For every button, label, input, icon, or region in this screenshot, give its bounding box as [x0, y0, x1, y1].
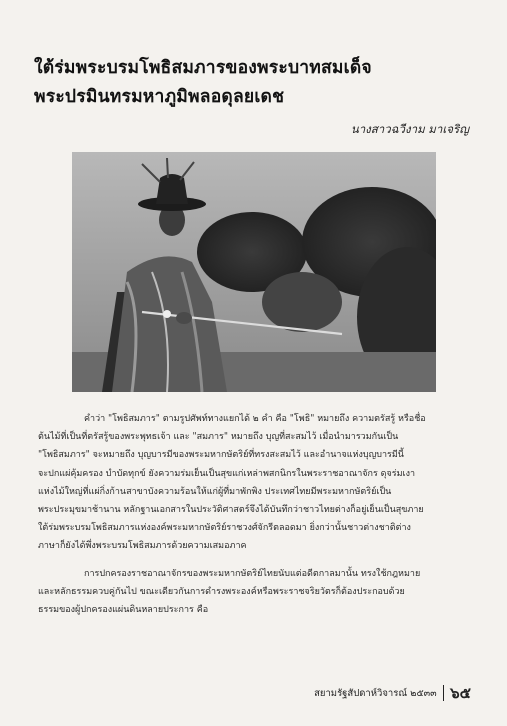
title-line: ใต้ร่มพระบรมโพธิสมภารของพระบาทสมเด็จ	[34, 58, 372, 78]
body-line: ใต้ร่มพระบรมโพธิสมภารแห่งองค์พระมหากษัตริย์ราชวงศ์จักรีตลอดมา ยิ่งกว่านั้นชาวต่างชาติต่าง	[38, 523, 411, 534]
body-line: พระประมุขมาช้านาน หลักฐานเอกสารในประวัติศาสตร์จึงได้บันทึกว่าชาวไทยต่างก็อยู่เย็นเป็นสุขภาย	[38, 505, 424, 516]
king-portrait-photo	[72, 152, 436, 392]
body-line: ธรรมของผู้ปกครองแผ่นดินหลายประการ คือ	[38, 605, 209, 616]
article-title	[34, 54, 474, 112]
body-line: ต้นไม้ที่เป็นที่ตรัสรู้ของพระพุทธเจ้า และ "สมภาร" หมายถึง บุญที่สะสมไว้ เมื่อนำมารวมกันเป็น	[38, 432, 399, 443]
article-body	[38, 410, 474, 619]
footer-separator	[443, 685, 445, 701]
body-line: จะปกแผ่คุ้มครอง บำบัดทุกข์ ยังความร่มเย็นเป็นสุขแก่เหล่าพสกนิกรในพระราชอาณาจักร ดุจร่มเงา	[38, 468, 416, 479]
body-paragraph	[38, 410, 474, 556]
article-author: นางสาวฉวีงาม มาเจริญ	[350, 122, 469, 136]
body-line: "โพธิสมภาร" จะหมายถึง บุญบารมีของพระมหากษัตริย์ที่ทรงสะสมไว้ และอำนาจแห่งบุญบารมีนี้	[38, 450, 404, 461]
publication-name: สยามรัฐสัปดาห์วิจารณ์ ๒๕๓๓	[314, 687, 437, 699]
page-number: ๖๕	[450, 684, 471, 702]
body-line: ภาษาก็ยังได้พึ่งพระบรมโพธิสมภารด้วยความเสมอภาค	[38, 541, 247, 552]
body-paragraph	[38, 565, 474, 620]
title-line: พระปรมินทรมหาภูมิพลอดุลยเดช	[34, 87, 285, 107]
page-footer	[314, 681, 471, 705]
body-line: แห่งไม้ใหญ่ที่แผ่กิ่งก้านสาขาบังความร้อนให้แก่ผู้ที่มาพักพิง ประเทศไทยมีพระมหากษัตริย์เป็น	[38, 486, 392, 497]
photo-illustration	[72, 152, 436, 392]
body-line: การปกครองราชอาณาจักรของพระมหากษัตริย์ไทยนับแต่อดีตกาลมานั้น ทรงใช้กฎหมาย	[84, 568, 421, 579]
body-line: คำว่า "โพธิสมภาร" ตามรูปศัพท์ทางแยกได้ ๒ คำ คือ "โพธิ" หมายถึง ความตรัสรู้ หรือชื่อ	[84, 414, 426, 424]
body-line: และหลักธรรมควบคู่กันไป ขณะเดียวกันการดำรงพระองค์หรือพระราชจริยวัตรก็ต้องประกอบด้วย	[38, 586, 405, 597]
